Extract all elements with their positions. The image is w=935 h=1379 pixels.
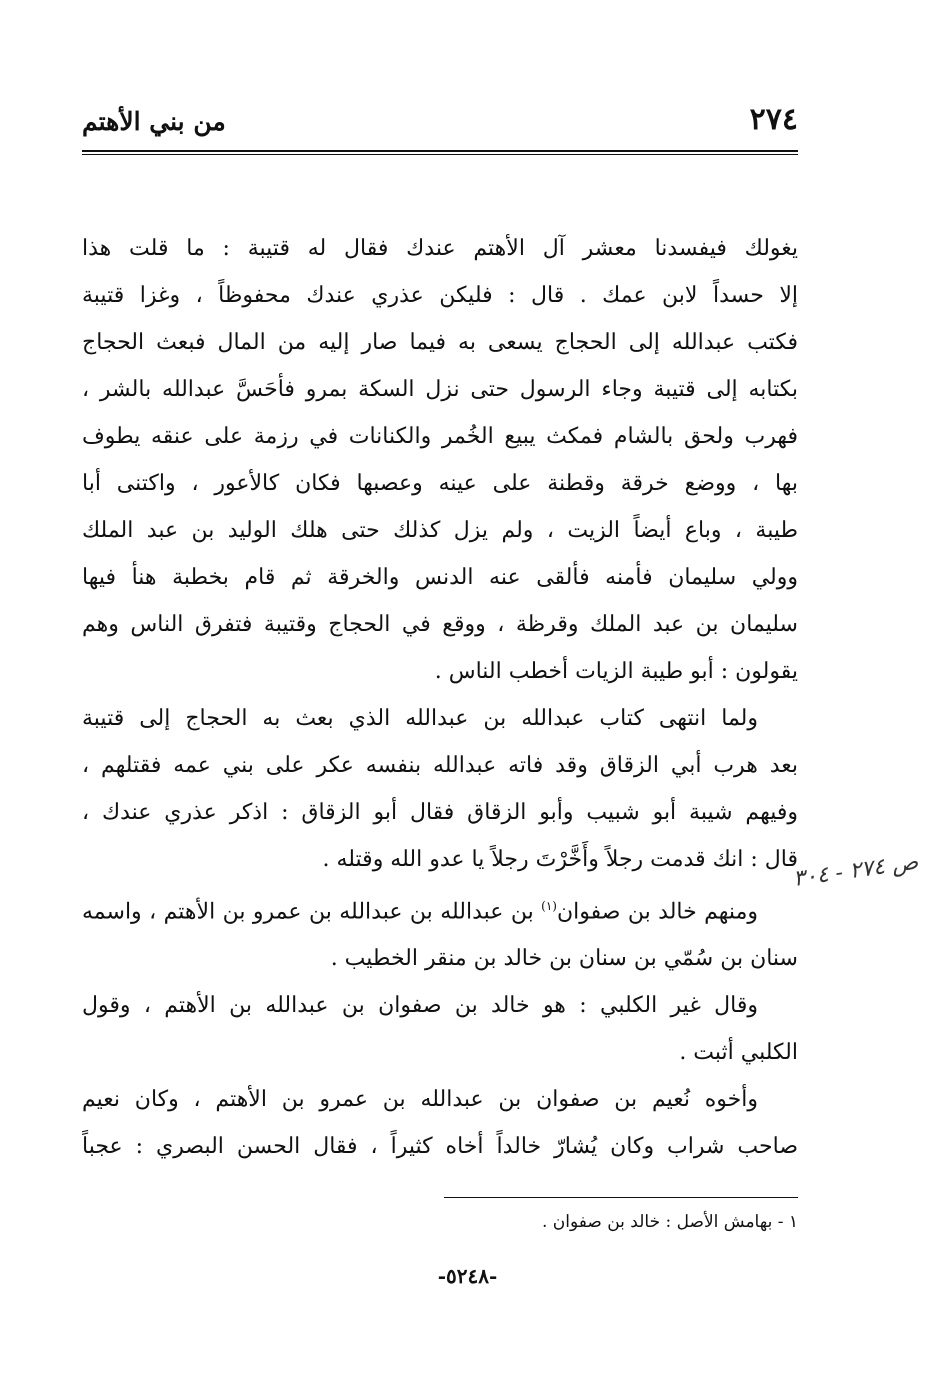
footer-page-number: -٥٢٤٨-: [437, 1264, 498, 1288]
text-line: وأخوه نُعيم بن صفوان بن عبدالله بن عمرو بن الأهتم ، وكان نعيم: [82, 1087, 758, 1113]
page-header: [82, 100, 798, 146]
text-line: فكتب عبدالله إلى الحجاج يسعى به فيما صار إليه من المال فبعث الحجاج: [82, 330, 798, 355]
header-rule: [82, 150, 798, 155]
running-title: من بني الأهتم: [82, 107, 226, 136]
footnote: ١ - بهامش الأصل : خالد بن صفوان .: [542, 1212, 798, 1232]
text-line: بعد هرب أبي الزقاق وقد فاته عبدالله بنفسه عكر على بني عمه فقتلهم ،: [82, 753, 798, 778]
text-line: صاحب شراب وكان يُشارّ خالداً أخاه كثيراً ، فقال الحسن البصري : عجباً: [82, 1134, 798, 1160]
text-segment: ومنهم خالد بن صفوان: [556, 899, 758, 925]
handwritten-margin-note: ص ٢٧٤ - ٣٠٤: [791, 849, 920, 892]
text-line: فهرب ولحق بالشام فمكث يبيع الخُمر والكنانات في رزمة على عنقه يطوف: [82, 424, 798, 449]
text-line: سنان بن سُمّي بن سنان بن خالد بن منقر الخطيب .: [330, 946, 798, 972]
text-line: سليمان بن عبد الملك وقرظة ، ووقع في الحجاج وقتيبة فتفرق الناس وهم: [82, 612, 798, 637]
text-line: الكلبي أثبت .: [679, 1040, 798, 1066]
text-segment: بن عبدالله بن عبدالله بن عمرو بن الأهتم ، واسمه: [82, 899, 534, 925]
text-line: وقال غير الكلبي : هو خالد بن صفوان بن عبدالله بن الأهتم ، وقول: [82, 993, 758, 1019]
text-line: بها ، ووضع خرقة وقطنة على عينه وعصبها فكان كالأعور ، واكتنى أبا: [82, 471, 798, 496]
text-line: يقولون : أبو طيبة الزيات أخطب الناس .: [434, 659, 798, 684]
text-line: وولي سليمان فأمنه فألقى عنه الدنس والخرقة ثم قام بخطبة هنأ فيها: [82, 565, 798, 590]
page-number: ٢٧٤: [749, 102, 798, 137]
text-line: بكتابه إلى قتيبة وجاء الرسول حتى نزل السكة بمرو فأحَسَّ عبدالله بالشر ،: [82, 377, 798, 402]
text-line: يغولك فيفسدنا معشر آل الأهتم عندك فقال له قتيبة : ما قلت هذا: [82, 236, 798, 261]
text-line: ولما انتهى كتاب عبدالله بن عبدالله الذي بعث به الحجاج إلى قتيبة: [82, 706, 758, 731]
text-line: وفيهم شيبة أبو شبيب وأبو الزقاق فقال أبو الزقاق : اذكر عذري عندك ،: [82, 800, 798, 825]
text-line: طيبة ، وباع أيضاً الزيت ، ولم يزل كذلك حتى هلك الوليد بن عبد الملك: [82, 518, 798, 543]
text-line: قال : انك قدمت رجلاً وأَخَّرْتَ رجلاً يا عدو الله وقتله .: [322, 847, 798, 872]
text-line: إلا حسداً لابن عمك . قال : فليكن عذري عندك محفوظاً ، وغزا قتيبة: [82, 283, 798, 308]
footnote-rule: [444, 1197, 798, 1198]
footnote-marker: (١): [541, 899, 557, 913]
text-line-with-footnote: [82, 883, 798, 935]
body-text: [82, 225, 798, 1170]
